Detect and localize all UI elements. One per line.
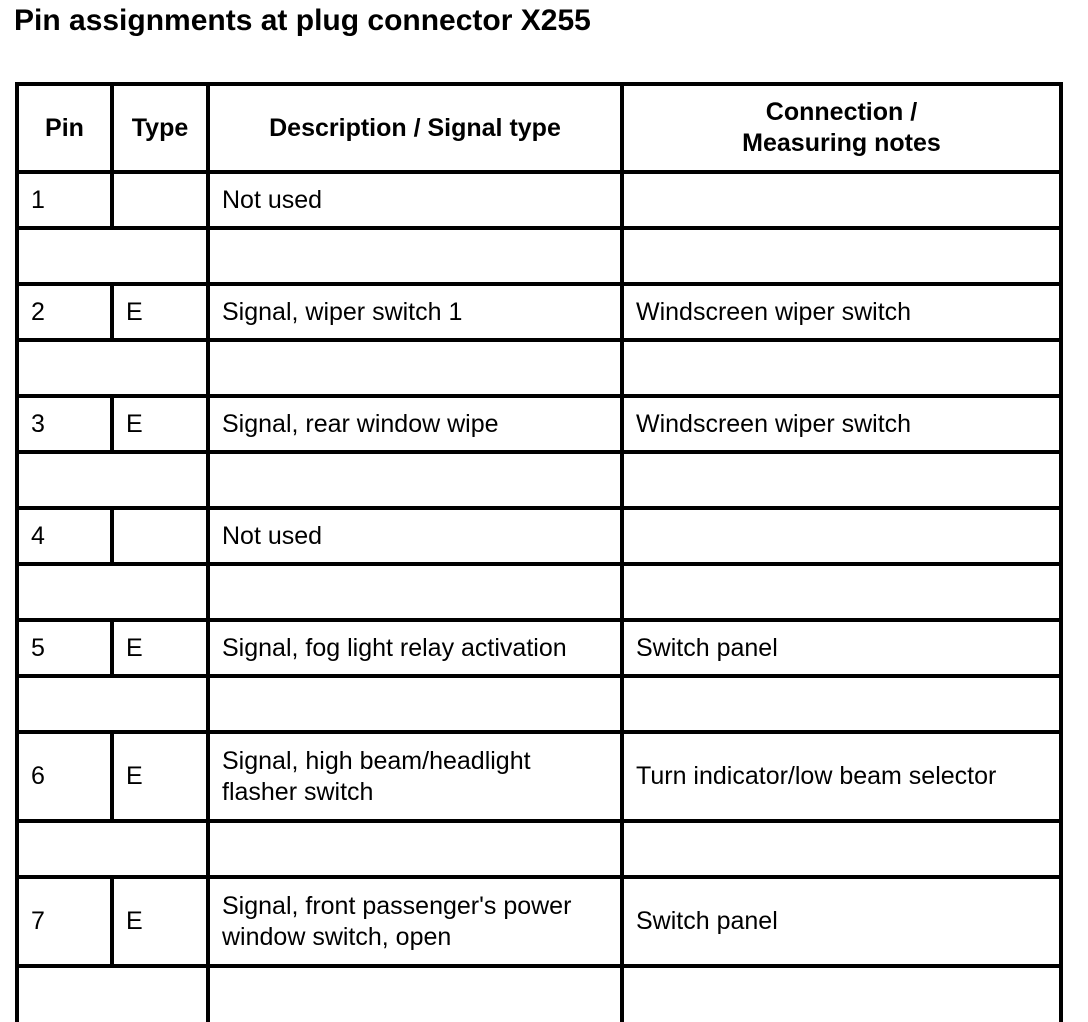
spacer-cell [208,676,622,732]
header-connection-line1: Connection / [765,98,918,126]
connection-cell: Switch panel [622,877,1061,966]
header-connection [622,84,1061,172]
spacer-row [17,452,1061,508]
pin-cell: 1 [17,172,112,228]
spacer-row [17,966,1061,1022]
spacer-cell [208,228,622,284]
spacer-cell [622,564,1061,620]
spacer-row [17,340,1061,396]
type-cell [112,172,208,228]
spacer-cell [622,228,1061,284]
type-cell: E [112,620,208,676]
spacer-cell [17,676,208,732]
pin-assignment-table [15,82,1063,1022]
spacer-row [17,228,1061,284]
spacer-cell [17,340,208,396]
description-line: Signal, front passenger's power [222,891,572,920]
spacer-cell [17,821,208,877]
header-description: Description / Signal type [208,84,622,172]
description-cell: Not used [208,172,622,228]
description-cell: Signal, wiper switch 1 [208,284,622,340]
description-cell: Signal, rear window wipe [208,396,622,452]
type-cell: E [112,284,208,340]
table-row [17,732,1061,821]
pin-cell: 5 [17,620,112,676]
spacer-cell [208,821,622,877]
page-title: Pin assignments at plug connector X255 [14,4,591,37]
spacer-cell [622,821,1061,877]
spacer-cell [622,676,1061,732]
header-connection-line2: Measuring notes [742,129,941,157]
connection-cell: Switch panel [622,620,1061,676]
description-cell: Signal, fog light relay activation [208,620,622,676]
connection-cell: Windscreen wiper switch [622,284,1061,340]
table-row [17,877,1061,966]
type-cell: E [112,877,208,966]
header-type: Type [112,84,208,172]
type-cell: E [112,396,208,452]
connection-cell [622,172,1061,228]
spacer-row [17,821,1061,877]
description-line: Signal, high beam/headlight [222,746,531,775]
table-row [17,620,1061,676]
spacer-cell [17,228,208,284]
type-cell: E [112,732,208,821]
pin-cell: 2 [17,284,112,340]
connection-cell: Windscreen wiper switch [622,396,1061,452]
pin-cell: 7 [17,877,112,966]
table-row [17,508,1061,564]
connection-cell [622,508,1061,564]
spacer-cell [622,966,1061,1022]
spacer-cell [17,452,208,508]
pin-cell: 6 [17,732,112,821]
description-line: flasher switch [222,777,374,806]
spacer-cell [208,340,622,396]
spacer-row [17,676,1061,732]
description-cell [208,732,622,821]
spacer-cell [208,564,622,620]
spacer-row [17,564,1061,620]
description-line: window switch, open [222,922,452,951]
type-cell [112,508,208,564]
spacer-cell [622,340,1061,396]
header-pin: Pin [17,84,112,172]
table-row [17,284,1061,340]
spacer-cell [17,564,208,620]
spacer-cell [17,966,208,1022]
table-row [17,396,1061,452]
spacer-cell [208,452,622,508]
table-header-row [17,84,1061,172]
connection-cell: Turn indicator/low beam selector [622,732,1061,821]
description-cell: Not used [208,508,622,564]
pin-cell: 4 [17,508,112,564]
description-cell [208,877,622,966]
spacer-cell [208,966,622,1022]
table-row [17,172,1061,228]
spacer-cell [622,452,1061,508]
pin-cell: 3 [17,396,112,452]
